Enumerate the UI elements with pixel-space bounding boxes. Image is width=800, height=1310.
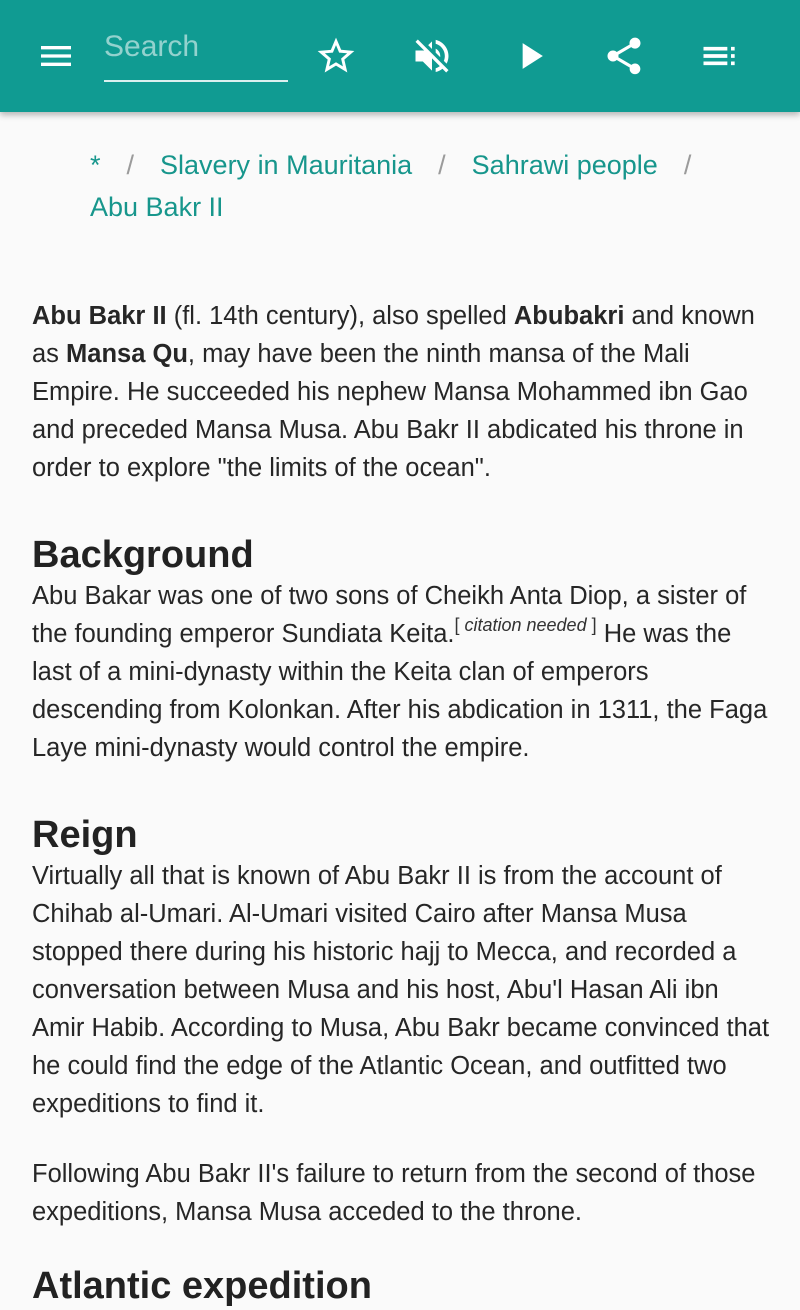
section-heading: Background [32, 534, 254, 576]
bold-term: Abubakri [513, 302, 625, 330]
breadcrumb-separator: / [438, 150, 446, 180]
search-field[interactable] [104, 24, 288, 82]
breadcrumb-item-home[interactable]: * [90, 150, 101, 180]
bold-term: Mansa Qu [66, 340, 188, 368]
table-of-contents-button[interactable] [692, 28, 748, 84]
intro-text: and known as [32, 302, 755, 368]
reign-paragraph-2: Following Abu Bakr II's failure to return from the second of those expeditions, Mansa Musa acceded to the throne. [32, 1160, 756, 1226]
section-reign [32, 811, 772, 1231]
share-icon [602, 34, 646, 78]
section-heading-atlantic-expedition: Atlantic expedition [32, 1265, 372, 1307]
app-toolbar [0, 0, 800, 112]
menu-icon [36, 36, 76, 76]
paragraph-text: Abu Bakar was one of two sons of Cheikh Anta Diop, a sister of the founding emperor Sundiata Keita. [32, 582, 747, 648]
intro-text: , may have been the ninth mansa of the Mali Empire. He succeeded his nephew Mansa Mohammed ibn Gao and preceded Mansa Musa. Abu Bakr II abdicated his throne in order to explore "the limits of the ocean". [32, 340, 748, 482]
breadcrumb-separator: / [683, 150, 692, 180]
section-heading: Reign [32, 814, 138, 856]
menu-button[interactable] [28, 28, 84, 84]
bold-term: Abu Bakr II [32, 302, 167, 330]
share-button[interactable] [596, 28, 652, 84]
section-background [32, 531, 772, 767]
cite-bracket: [ [454, 615, 460, 635]
breadcrumb-separator: / [126, 150, 135, 180]
play-icon [508, 34, 552, 78]
intro-paragraph [32, 297, 772, 487]
intro-text: (fl. 14th century), also spelled [166, 302, 514, 330]
play-button[interactable] [502, 28, 558, 84]
citation-needed-link[interactable] [454, 615, 596, 635]
article-body [32, 297, 772, 1275]
search-input[interactable] [104, 24, 288, 70]
paragraph-text: He was the last of a mini-dynasty within the Keita clan of emperors descending from Kolonkan. After his abdication in 1311, the Faga Laye mini-dynasty would control the empire. [32, 620, 768, 762]
playlist-icon [698, 34, 742, 78]
cite-bracket: ] [591, 615, 597, 635]
breadcrumb-item-slavery-in-mauritania[interactable]: Slavery in Mauritania [160, 150, 413, 180]
volume-off-icon [410, 34, 454, 78]
star-outline-icon [314, 34, 358, 78]
breadcrumb [90, 144, 750, 228]
mute-button[interactable] [404, 28, 460, 84]
breadcrumb-item-sahrawi-people[interactable]: Sahrawi people [471, 150, 658, 180]
breadcrumb-item-abu-bakr-ii[interactable]: Abu Bakr II [90, 192, 224, 222]
background-paragraph [32, 577, 772, 767]
bookmark-button[interactable] [308, 28, 364, 84]
cite-text: citation needed [459, 615, 592, 635]
reign-paragraph-1: Virtually all that is known of Abu Bakr II is from the account of Chihab al-Umari. Al-Umari visited Cairo after Mansa Musa stopped there during his historic hajj to Mecca, and recorded a conversation between Musa and his host, Abu'l Hasan Ali ibn Amir Habib. According to Musa, Abu Bakr became convinced that he could find the edge of the Atlantic Ocean, and outfitted two expeditions to find it. [32, 862, 770, 1118]
